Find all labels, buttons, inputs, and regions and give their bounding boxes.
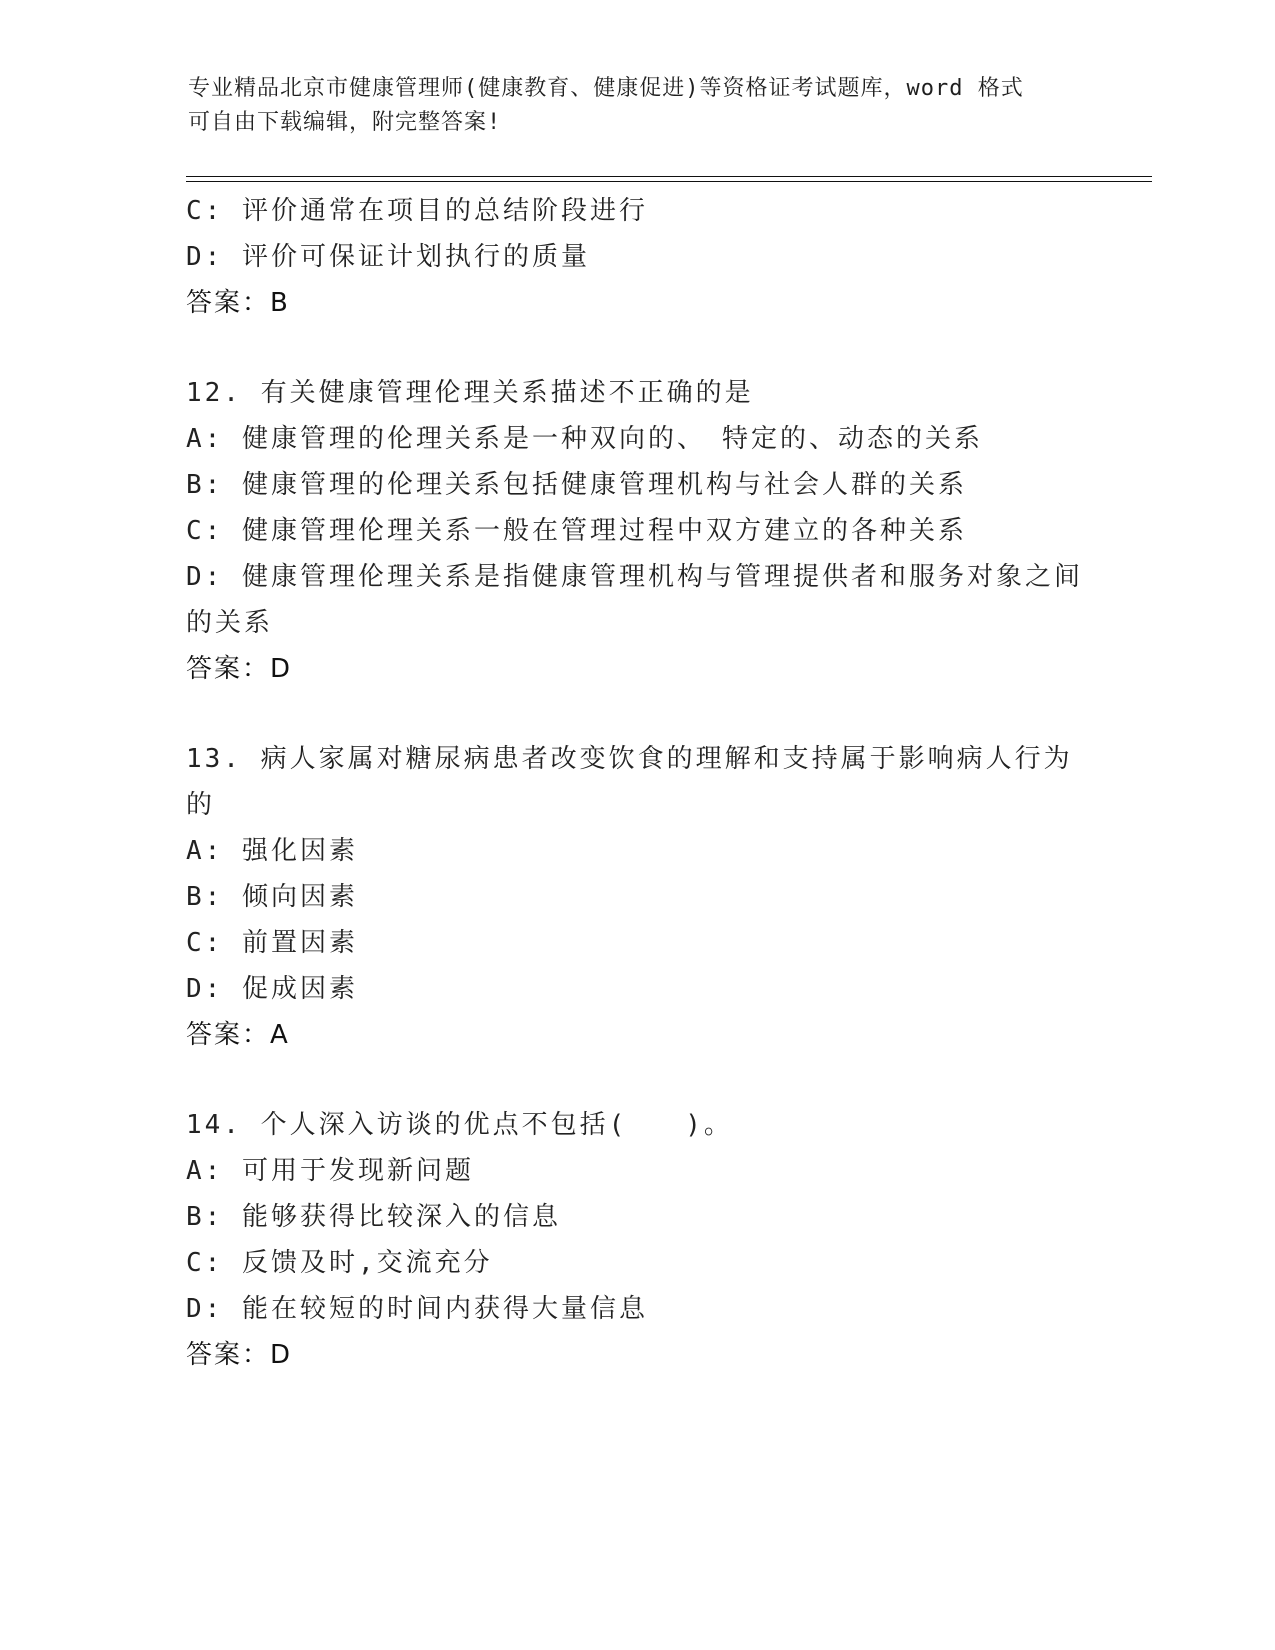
q14-option-c: C: 反馈及时,交流充分 — [186, 1248, 493, 1278]
q12-option-c: C: 健康管理伦理关系一般在管理过程中双方建立的各种关系 — [186, 516, 967, 546]
q13-option-c: C: 前置因素 — [186, 928, 358, 958]
q12-option-b: B: 健康管理的伦理关系包括健康管理机构与社会人群的关系 — [186, 470, 967, 500]
prev-option-c: C: 评价通常在项目的总结阶段进行 — [186, 196, 648, 226]
page-header — [188, 72, 1088, 140]
q13-question: 13. 病人家属对糖尿病患者改变饮食的理解和支持属于影响病人行为 — [186, 744, 1073, 774]
q12-answer: 答案：D — [186, 654, 293, 684]
spacer — [186, 326, 1086, 370]
header-line-2: 可自由下载编辑，附完整答案! — [188, 110, 502, 135]
prev-answer: 答案：B — [186, 288, 290, 318]
header-line-1: 专业精品北京市健康管理师(健康教育、健康促进)等资格证考试题库，word 格式 — [188, 76, 1024, 101]
q14-option-d: D: 能在较短的时间内获得大量信息 — [186, 1294, 648, 1324]
prev-option-d: D: 评价可保证计划执行的质量 — [186, 242, 590, 272]
q12-question: 12. 有关健康管理伦理关系描述不正确的是 — [186, 378, 754, 408]
q13-option-a: A: 强化因素 — [186, 836, 358, 866]
q14-option-b: B: 能够获得比较深入的信息 — [186, 1202, 561, 1232]
q13-option-b: B: 倾向因素 — [186, 882, 358, 912]
q14-option-a: A: 可用于发现新问题 — [186, 1156, 474, 1186]
q14-answer: 答案：D — [186, 1340, 293, 1370]
q12-option-d: D: 健康管理伦理关系是指健康管理机构与管理提供者和服务对象之间 — [186, 562, 1083, 592]
q12-option-d-continued: 的关系 — [186, 608, 274, 638]
q13-question-continued: 的 — [186, 790, 216, 820]
question-list — [186, 188, 1086, 1378]
spacer — [186, 692, 1086, 736]
spacer — [186, 1058, 1086, 1102]
q13-answer: 答案：A — [186, 1020, 290, 1050]
q13-option-d: D: 促成因素 — [186, 974, 358, 1004]
header-divider-bottom — [186, 181, 1152, 182]
q12-option-a: A: 健康管理的伦理关系是一种双向的、 特定的、动态的关系 — [186, 424, 983, 454]
header-divider-top — [186, 176, 1152, 177]
q14-question: 14. 个人深入访谈的优点不包括( )。 — [186, 1110, 733, 1140]
